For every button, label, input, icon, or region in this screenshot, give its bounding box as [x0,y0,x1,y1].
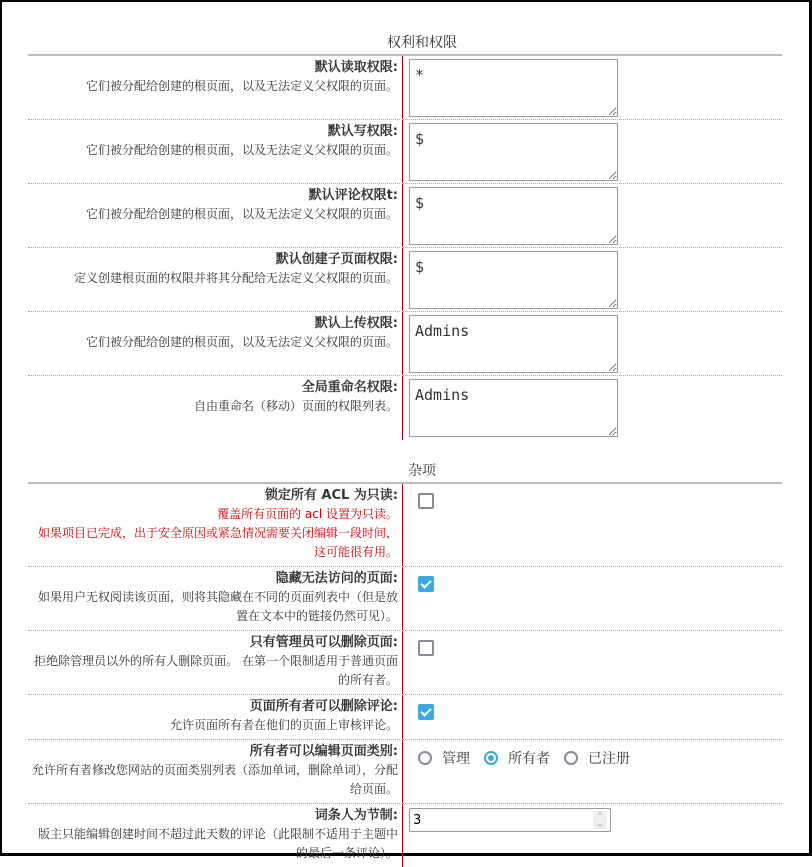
rename-global-acl-textarea[interactable] [409,379,618,437]
setting-label: 默认创建子页面权限: [275,252,398,267]
radio-icon [564,751,578,765]
section-title-permissions: 权利和权限 [28,32,782,56]
owner-delete-comments-checkbox[interactable] [418,704,434,720]
spinner-arrows-icon[interactable]: ⌃ ⌄ [593,811,607,829]
hide-locked-checkbox[interactable] [418,576,434,592]
setting-label: 默认上传权限: [314,316,398,331]
setting-row-default-read [28,56,782,120]
default-read-acl-textarea[interactable] [409,59,618,117]
lock-acl-checkbox[interactable] [418,493,434,509]
setting-row-default-write [28,120,782,184]
setting-description: 如果用户无权阅读该页面，则将其隐藏在不同的页面列表中（但是放置在文本中的链接仍然可见）。 [37,590,398,623]
setting-label: 全局重命名权限: [301,380,398,395]
setting-description: 它们被分配给创建的根页面，以及无法定义父权限的页面。 [85,335,398,349]
radio-option-registered[interactable]: 已注册 [564,748,630,768]
setting-description: 版主只能编辑创建时间不超过此天数的评论（此限制不适用于主题中的最后一条评论）。 [37,827,398,860]
setting-label: 默认写权限: [327,124,398,139]
setting-row-lock-acl [28,484,782,567]
setting-description: 它们被分配给创建的根页面，以及无法定义父权限的页面。 [85,79,398,93]
category-editor-radio-group [418,748,644,768]
moderation-days-input[interactable]: 3 ⌃ ⌄ [409,808,611,832]
radio-option-owner[interactable]: 所有者 [484,748,550,768]
setting-label: 隐藏无法访问的页面: [275,571,398,586]
radio-option-admin[interactable]: 管理 [418,748,470,768]
setting-description: 它们被分配给创建的根页面，以及无法定义父权限的页面。 [85,207,398,221]
setting-description: 允许所有者修改您网站的页面类别列表（添加单词，删除单词），分配给页面。 [31,763,398,796]
default-upload-acl-textarea[interactable] [409,315,618,373]
admin-only-delete-checkbox[interactable] [418,640,434,656]
radio-selected-icon [484,751,498,765]
setting-label: 锁定所有 ACL 为只读: [264,488,398,503]
default-write-acl-textarea[interactable] [409,123,618,181]
setting-row-default-create [28,248,782,312]
section-title-misc: 杂项 [28,460,782,484]
setting-row-admin-delete [28,631,782,695]
settings-form [28,2,782,867]
setting-label: 词条人为节制: [314,808,398,823]
setting-description: 允许页面所有者在他们的页面上审核评论。 [169,718,398,732]
setting-label: 默认评论权限t: [308,188,398,203]
setting-row-owner-edit-categories [28,740,782,804]
setting-row-rename [28,376,782,440]
setting-description: 它们被分配给创建的根页面，以及无法定义父权限的页面。 [85,143,398,157]
setting-label: 只有管理员可以删除页面: [249,635,398,650]
setting-description: 自由重命名（移动）页面的权限列表。 [193,399,398,413]
setting-description: 定义创建根页面的权限并将其分配给无法定义父权限的页面。 [73,271,398,285]
radio-icon [418,751,432,765]
setting-label: 所有者可以编辑页面类别: [249,744,398,759]
setting-row-default-upload [28,312,782,376]
default-comment-acl-textarea[interactable] [409,187,618,245]
setting-row-comment-moderation-days [28,804,782,867]
setting-row-default-comment [28,184,782,248]
setting-label: 页面所有者可以删除评论: [249,699,398,714]
setting-description: 拒绝除管理员以外的所有人删除页面。 在第一个限制适用于普通页面的所有者。 [34,654,398,687]
default-create-acl-textarea[interactable] [409,251,618,309]
setting-warning-detail: 如果项目已完成，出于安全原因或紧急情况需要关闭编辑一段时间，这可能很有用。 [37,526,398,559]
setting-row-owner-delete-comments [28,695,782,740]
setting-warning: 覆盖所有页面的 acl 设置为只读。 [217,507,398,521]
setting-row-hide-locked [28,567,782,631]
setting-label: 默认读取权限: [314,60,398,75]
